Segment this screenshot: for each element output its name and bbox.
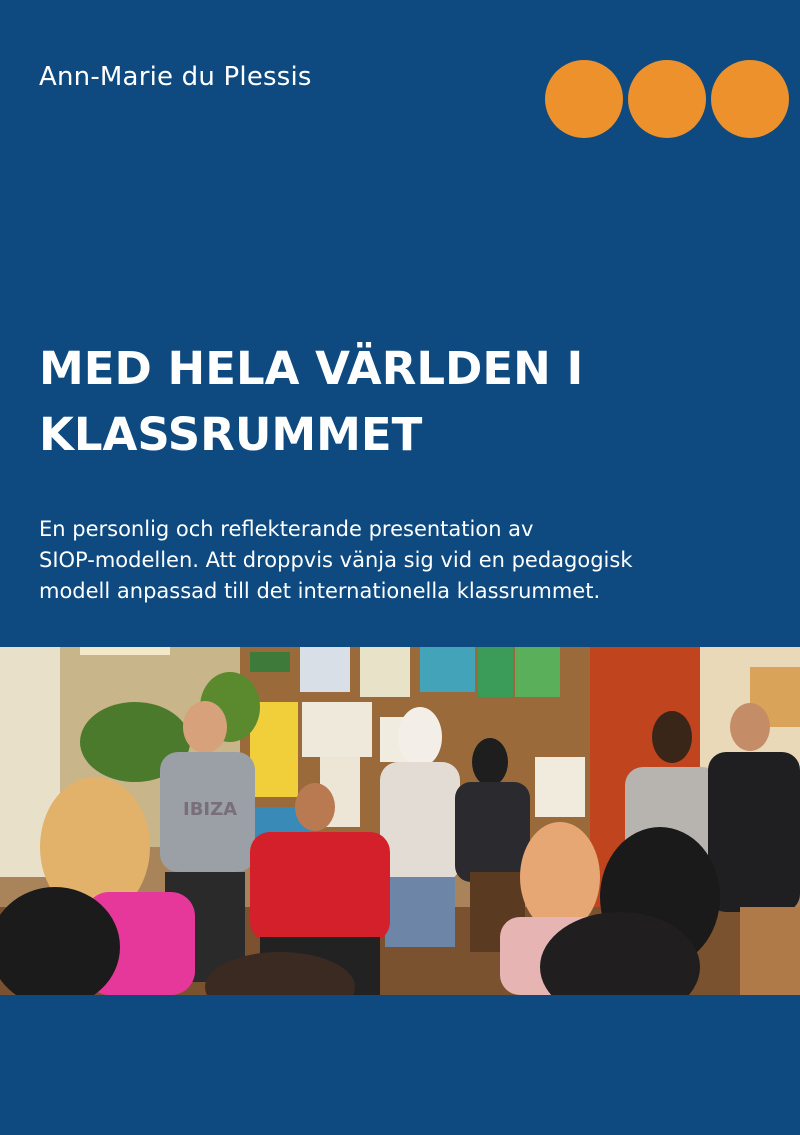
subtitle-line: SIOP-modellen. Att droppvis vänja sig vid en pedagogisk [39, 548, 633, 572]
subtitle-line: En personlig och reflekterande presentation av [39, 517, 534, 541]
sweater-print: IBIZA [183, 799, 238, 820]
title-line: KLASSRUMMET [39, 408, 423, 461]
orange-dot [628, 60, 706, 138]
title-line: MED HELA VÄRLDEN I [39, 342, 584, 395]
orange-dots-logo [545, 60, 790, 138]
orange-dot [711, 60, 789, 138]
classroom-photo [0, 647, 800, 995]
orange-dot [545, 60, 623, 138]
book-title [39, 336, 779, 468]
subtitle-line: modell anpassad till det internationella klassrummet. [39, 579, 601, 603]
author-name: Ann-Marie du Plessis [39, 62, 312, 92]
classroom-illustration [0, 647, 800, 995]
book-subtitle [39, 514, 769, 607]
